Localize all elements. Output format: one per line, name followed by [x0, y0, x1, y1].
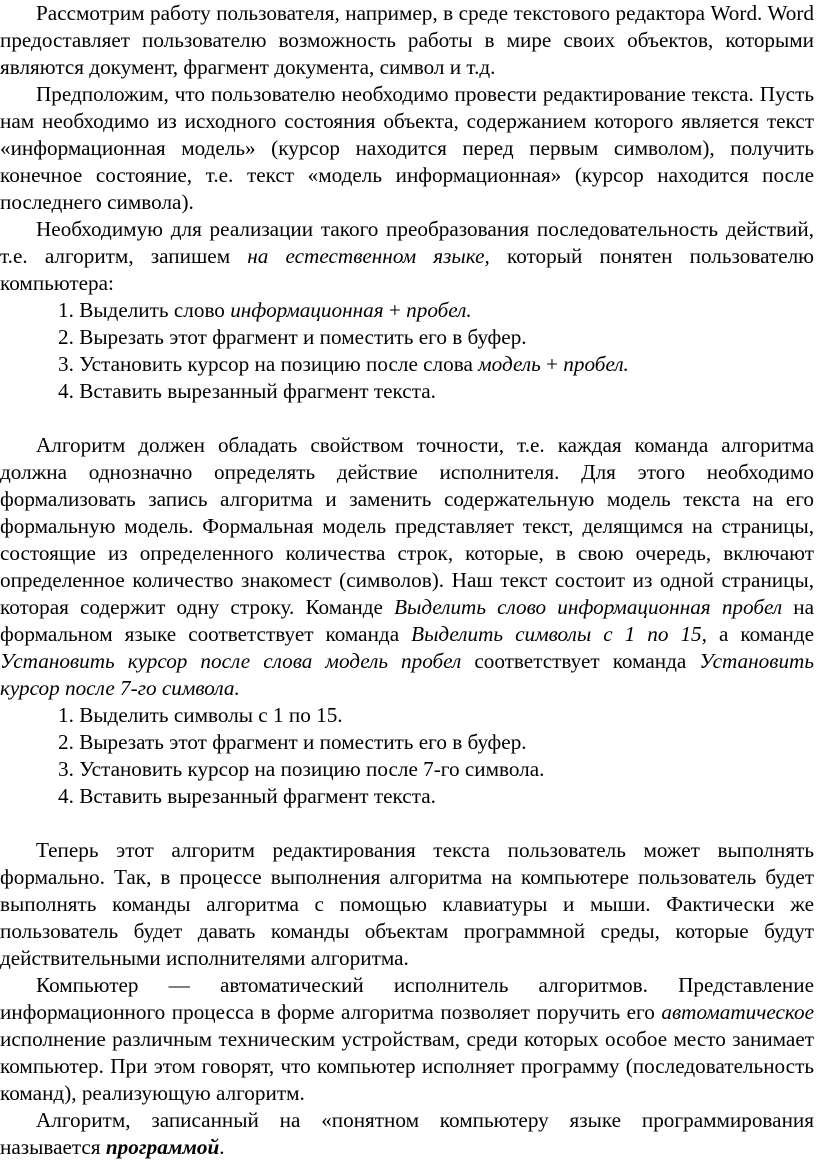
- text-run: а команде: [706, 622, 815, 646]
- text-run: .: [219, 1135, 225, 1159]
- text-run: который понятен пользователю компьютера:: [0, 244, 814, 295]
- text-run: 3. Установить курсор на позицию после слова: [58, 352, 479, 376]
- italic-phrase: на естественном языке,: [247, 244, 490, 268]
- text-run: Компьютер — автоматический исполнитель алгоритмов. Представление информационного процесса в форме алгоритма позволяет поручить его: [0, 973, 814, 1024]
- paragraph-word-intro: Рассмотрим работу пользователя, например, в среде текстового редактора Word. Word предоставляет пользователю возможность работы в мире своих объектов, которыми являются документ, фрагмент документа, символ и т.д.: [0, 1, 814, 79]
- paragraph-formal-execution: Теперь этот алгоритм редактирования текста пользователь может выполнять формально. Так, в процессе выполнения алгоритма на компьютере пользователь будет выполнять команды алгоритма с помощью клавиатуры и мыши. Фактически же пользователь будет давать команды объектам программной среды, которые будут действительными исполнителями алгоритма.: [0, 838, 814, 970]
- italic-word: модель: [478, 352, 541, 376]
- list-item: 2. Вырезать этот фрагмент и поместить его в буфер.: [58, 325, 527, 349]
- list-item: 3. Установить курсор на позицию после 7-го символа.: [58, 757, 545, 781]
- list-item: 4. Вставить вырезанный фрагмент текста.: [58, 379, 436, 403]
- list-item: 1. Выделить символы с 1 по 15.: [58, 703, 343, 727]
- paragraph-program-definition: [0, 1107, 814, 1161]
- list-item: 2. Вырезать этот фрагмент и поместить его в буфер.: [58, 730, 527, 754]
- plus-sign: +: [383, 298, 407, 322]
- bold-italic-term: программой: [105, 1135, 220, 1159]
- text-run: Алгоритм, записанный на «понятном компьютеру языке программирования называется: [0, 1108, 814, 1159]
- italic-word: информационная: [230, 298, 384, 322]
- italic-word: пробел.: [563, 352, 629, 376]
- paragraph-natural-language: [0, 216, 814, 297]
- algorithm-list-natural: [0, 297, 814, 405]
- paragraph-formal-model: [0, 432, 814, 702]
- algorithm-list-formal: [0, 702, 814, 810]
- list-item: 4. Вставить вырезанный фрагмент текста.: [58, 784, 436, 808]
- italic-word: автоматическое: [661, 1000, 814, 1024]
- italic-word: пробел.: [406, 298, 472, 322]
- blank-line: [0, 810, 814, 837]
- plus-sign: +: [540, 352, 564, 376]
- italic-phrase: Выделить символы с 1 по 15,: [411, 622, 707, 646]
- blank-line: [0, 405, 814, 432]
- list-item: [0, 297, 814, 324]
- paragraph-computer-executor: [0, 972, 814, 1107]
- italic-phrase: Выделить слово информационная пробел: [394, 595, 783, 619]
- text-run: исполнение различным техническим устройствам, среди которых особое место занимает компьютер. При этом говорят, что компьютер исполняет программу (последовательность команд), реализующую алгоритм.: [0, 1027, 814, 1105]
- text-run: 1. Выделить слово: [58, 298, 231, 322]
- text-run: Алгоритм должен обладать свойством точности, т.е. каждая команда алгоритма должна однозначно определять действие исполнителя. Для этого необходимо формализовать запись алгоритма и заменить содержательную модель текста на его формальную модель. Формальная модель представляет текст, делящимся на страницы, состоящие из определенного количества строк, которые, в свою очередь, включают определенное количество знакомест (символов). Наш текст состоит из одной страницы, которая содержит одну строку. Команде: [0, 433, 814, 619]
- text-run: Необходимую для реализации такого преобразования последовательность действий, т.е. алгоритм, запишем: [0, 217, 814, 268]
- list-item: [0, 351, 814, 378]
- paragraph-editing-task: Предположим, что пользователю необходимо провести редактирование текста. Пусть нам необходимо из исходного состояния объекта, содержанием которого является текст «информационная модель» (курсор находится перед первым символом), получить конечное состояние, т.е. текст «модель информационная» (курсор находится после последнего символа).: [0, 82, 814, 214]
- text-run: соответствует команда: [461, 649, 700, 673]
- text-run: на формальном языке соответствует команда: [0, 595, 814, 646]
- italic-phrase: Установить курсор после слова модель пробел: [0, 649, 462, 673]
- italic-phrase: Установить курсор после 7-го символа.: [0, 649, 814, 700]
